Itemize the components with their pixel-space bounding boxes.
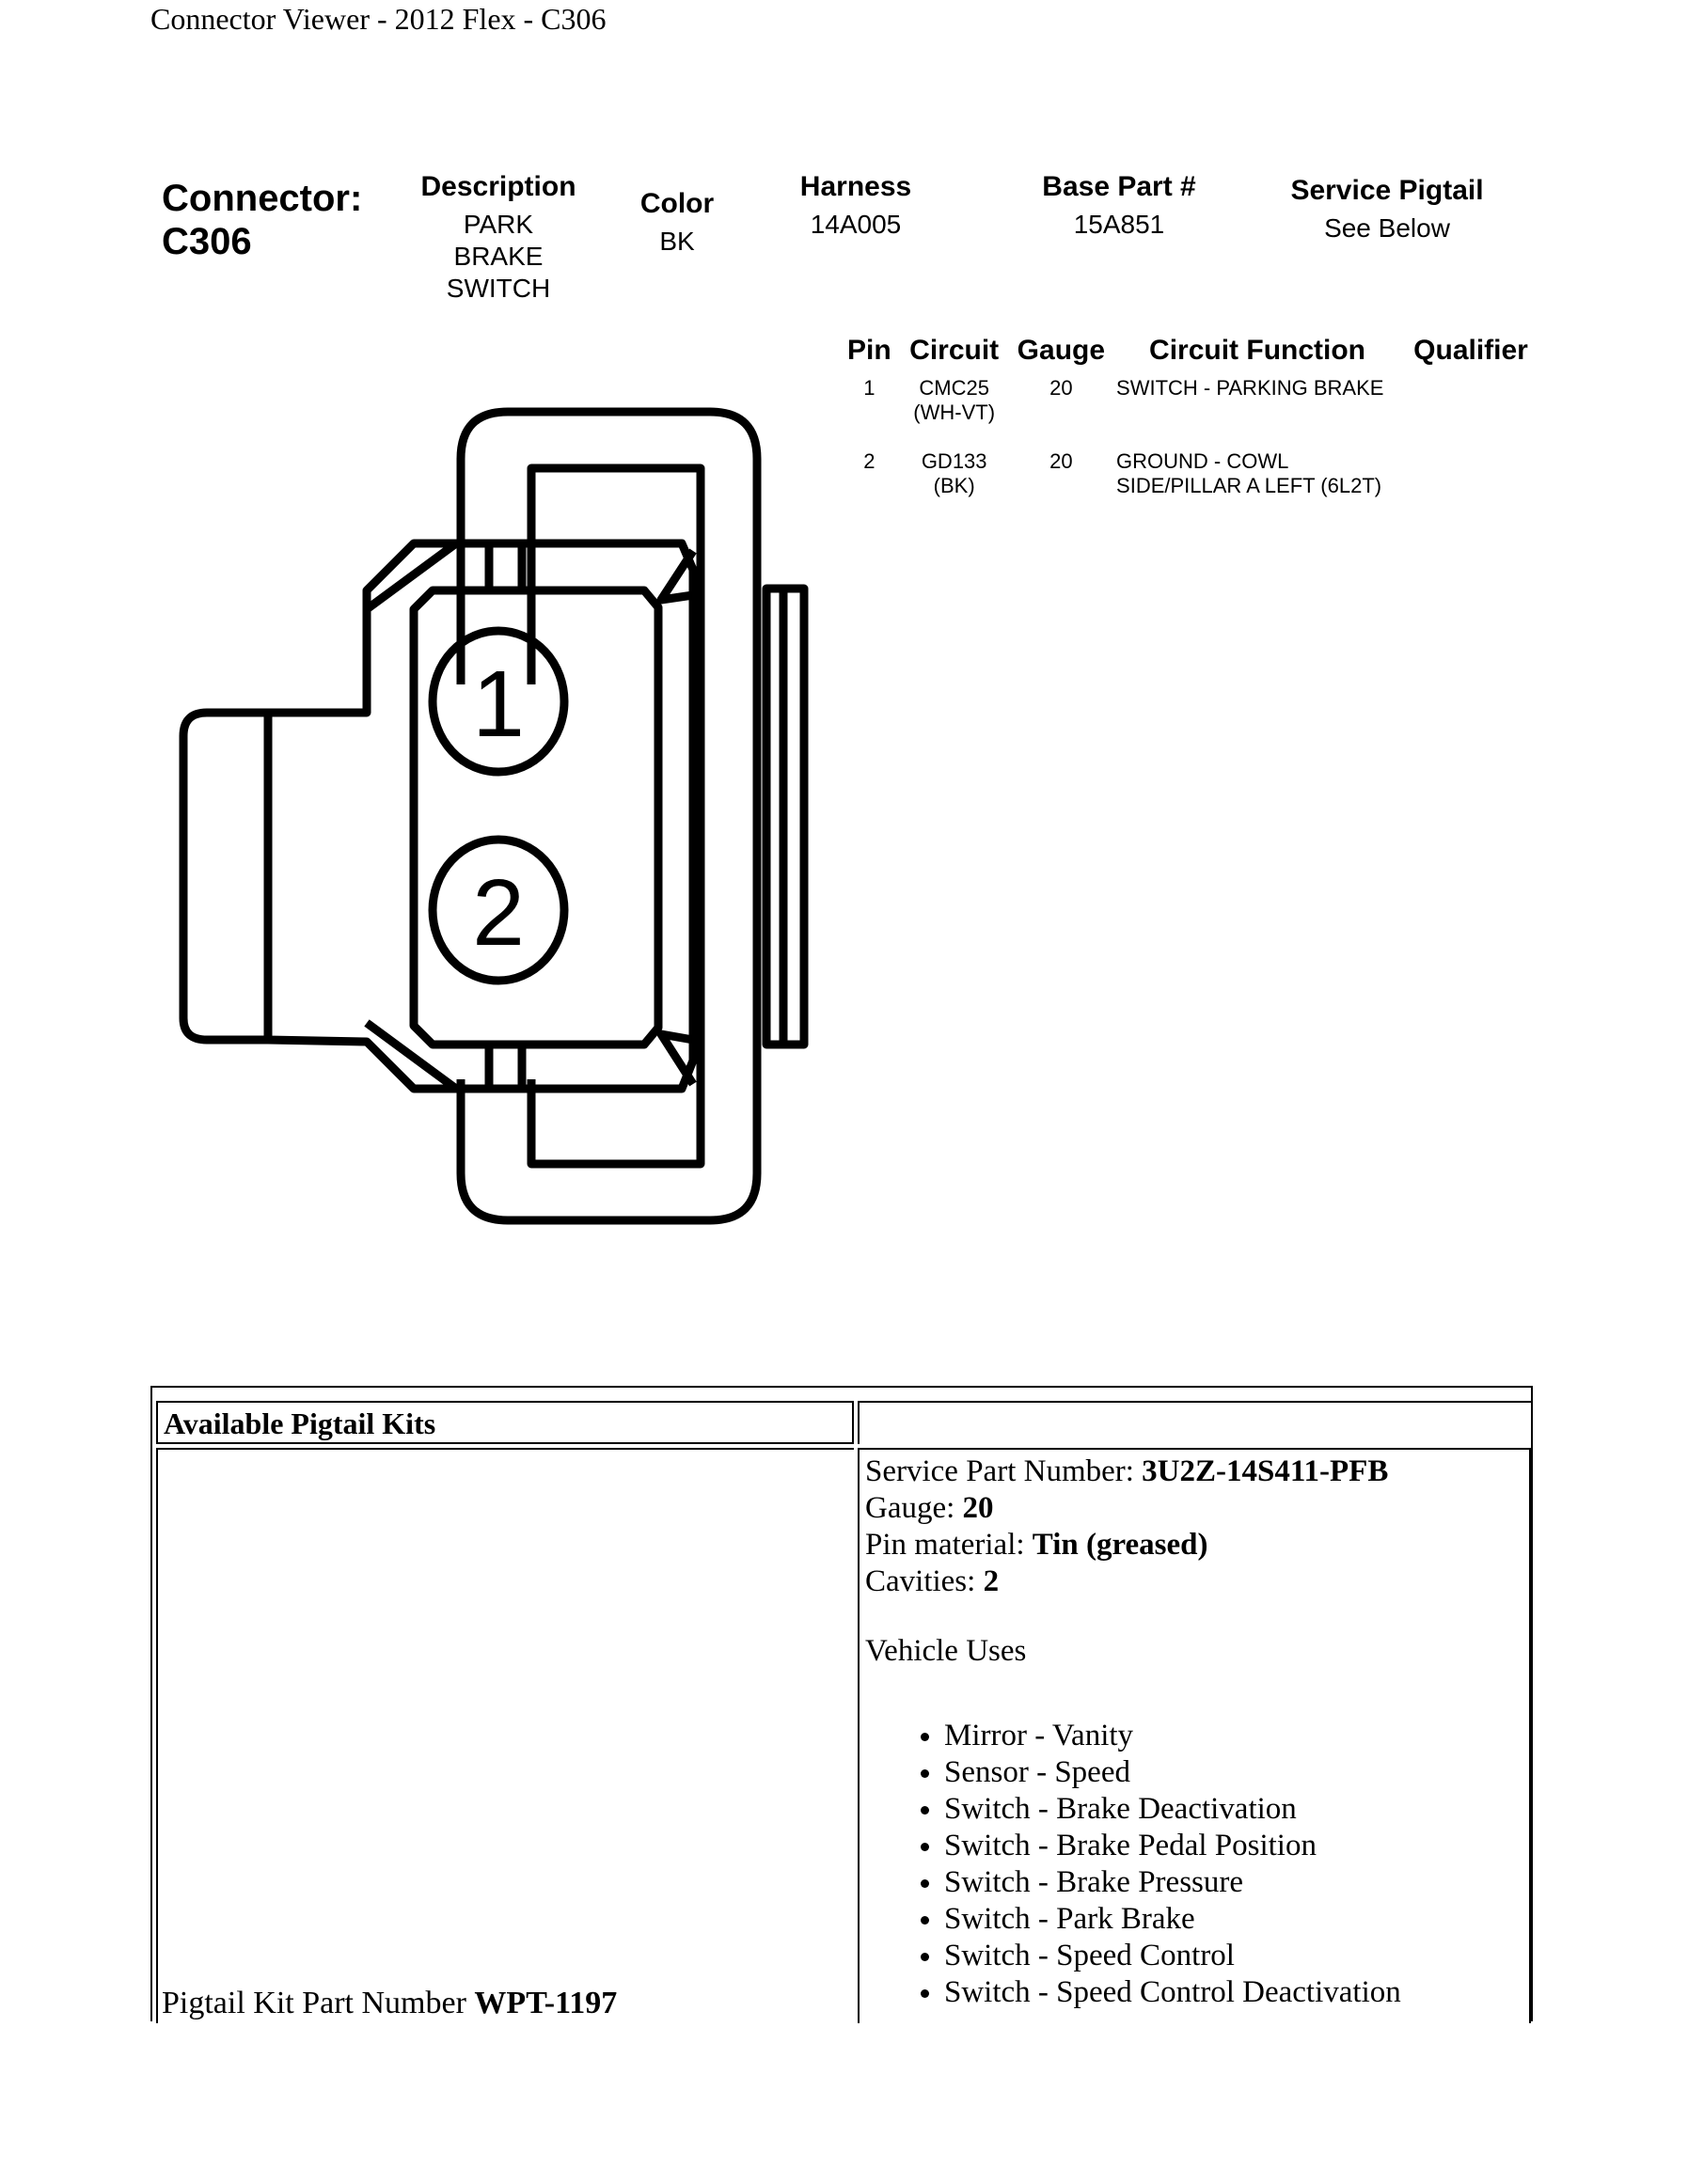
header-harness <box>781 171 931 241</box>
pin-cell: 1 <box>863 376 876 400</box>
service-part-label: Service Part Number: <box>865 1454 1134 1488</box>
gauge-value: 20 <box>962 1491 994 1525</box>
header-service-pigtail <box>1270 175 1505 244</box>
pin-1-label: 1 <box>472 652 525 757</box>
pin-material-value: Tin (greased) <box>1032 1528 1208 1562</box>
header-harness-label: Harness <box>799 171 912 202</box>
col-gauge: Gauge <box>1017 335 1106 366</box>
cavities-line <box>860 1563 1529 1600</box>
header-service-pigtail-value: See Below <box>1324 213 1450 243</box>
pigtail-kits-table <box>150 1386 1533 2021</box>
list-item: • Mirror - Vanity <box>944 1718 1529 1754</box>
pigtail-kits-heading: Available Pigtail Kits <box>156 1401 854 1444</box>
vehicle-uses-list <box>860 1718 1529 2011</box>
pigtail-kit-left-cell <box>156 1448 854 2023</box>
kit-part-number-line <box>162 1986 617 2021</box>
connector-label <box>162 177 362 263</box>
list-item: • Switch - Brake Pedal Position <box>944 1828 1529 1864</box>
pigtail-kits-heading-spacer <box>858 1401 1531 1444</box>
function-cell: SWITCH - PARKING BRAKE <box>1116 376 1384 400</box>
pin-material-line <box>860 1527 1529 1563</box>
header-description-label: Description <box>420 171 576 202</box>
service-part-line <box>860 1453 1529 1490</box>
circuit-cell: GD133 (BK) <box>921 449 987 497</box>
pin-2-label: 2 <box>472 860 525 966</box>
left-tab-outline <box>183 713 268 1040</box>
header-base-part-value: 15A851 <box>1073 210 1165 239</box>
pigtail-kit-details-cell <box>858 1448 1531 2023</box>
header-color-label: Color <box>639 188 715 219</box>
col-circuit-function: Circuit Function <box>1149 335 1366 366</box>
connector-label-text: Connector: <box>162 178 363 219</box>
pin-cell: 2 <box>863 449 876 473</box>
header-color <box>621 188 734 258</box>
qualifier-cell <box>1404 448 1538 521</box>
vehicle-uses-heading: Vehicle Uses <box>865 1634 1027 1668</box>
col-pin: Pin <box>847 335 891 366</box>
gauge-cell: 20 <box>1049 376 1073 400</box>
header-base-part-label: Base Part # <box>1042 171 1196 202</box>
table-row <box>842 374 1538 448</box>
list-item: • Switch - Brake Deactivation <box>944 1791 1529 1828</box>
cavities-label: Cavities: <box>865 1564 976 1598</box>
latch-arrow-bottom <box>661 1034 693 1084</box>
function-cell: GROUND - COWL SIDE/PILLAR A LEFT (6L2T) <box>1116 449 1382 497</box>
cavities-value: 2 <box>983 1564 1000 1598</box>
col-qualifier: Qualifier <box>1413 335 1528 366</box>
gauge-label: Gauge: <box>865 1491 955 1525</box>
header-description <box>400 171 597 305</box>
latch-arrow-top <box>661 551 693 600</box>
kit-part-number: WPT-1197 <box>474 1986 618 2020</box>
service-part-number: 3U2Z-14S411-PFB <box>1142 1454 1389 1488</box>
list-item: • Switch - Speed Control <box>944 1938 1529 1974</box>
col-circuit: Circuit <box>909 335 1000 366</box>
pin-material-label: Pin material: <box>865 1528 1025 1562</box>
qualifier-cell <box>1404 374 1538 448</box>
connector-face-diagram <box>174 402 823 1239</box>
table-row <box>842 448 1538 521</box>
header-harness-value: 14A005 <box>810 210 902 239</box>
list-item: • Sensor - Speed <box>944 1754 1529 1791</box>
pin-table-header-row <box>842 335 1538 374</box>
page-title: Connector Viewer - 2012 Flex - C306 <box>150 2 607 36</box>
pin-table <box>842 335 1538 521</box>
gauge-line <box>860 1490 1529 1527</box>
header-color-value: BK <box>659 227 695 256</box>
header-description-value: PARK BRAKE SWITCH <box>446 210 551 303</box>
list-item: • Switch - Park Brake <box>944 1901 1529 1938</box>
outer-housing-outline <box>461 412 757 1220</box>
connector-body-outline <box>268 543 693 1089</box>
list-item: • Switch - Speed Control Deactivation <box>944 1974 1529 2011</box>
list-item: • Switch - Brake Pressure <box>944 1864 1529 1901</box>
header-base-part <box>1025 171 1213 241</box>
gauge-cell: 20 <box>1049 449 1073 473</box>
connector-id: C306 <box>162 221 252 262</box>
kit-part-label: Pigtail Kit Part Number <box>162 1986 466 2020</box>
circuit-cell: CMC25 (WH-VT) <box>913 376 996 424</box>
header-service-pigtail-label: Service Pigtail <box>1290 175 1484 206</box>
